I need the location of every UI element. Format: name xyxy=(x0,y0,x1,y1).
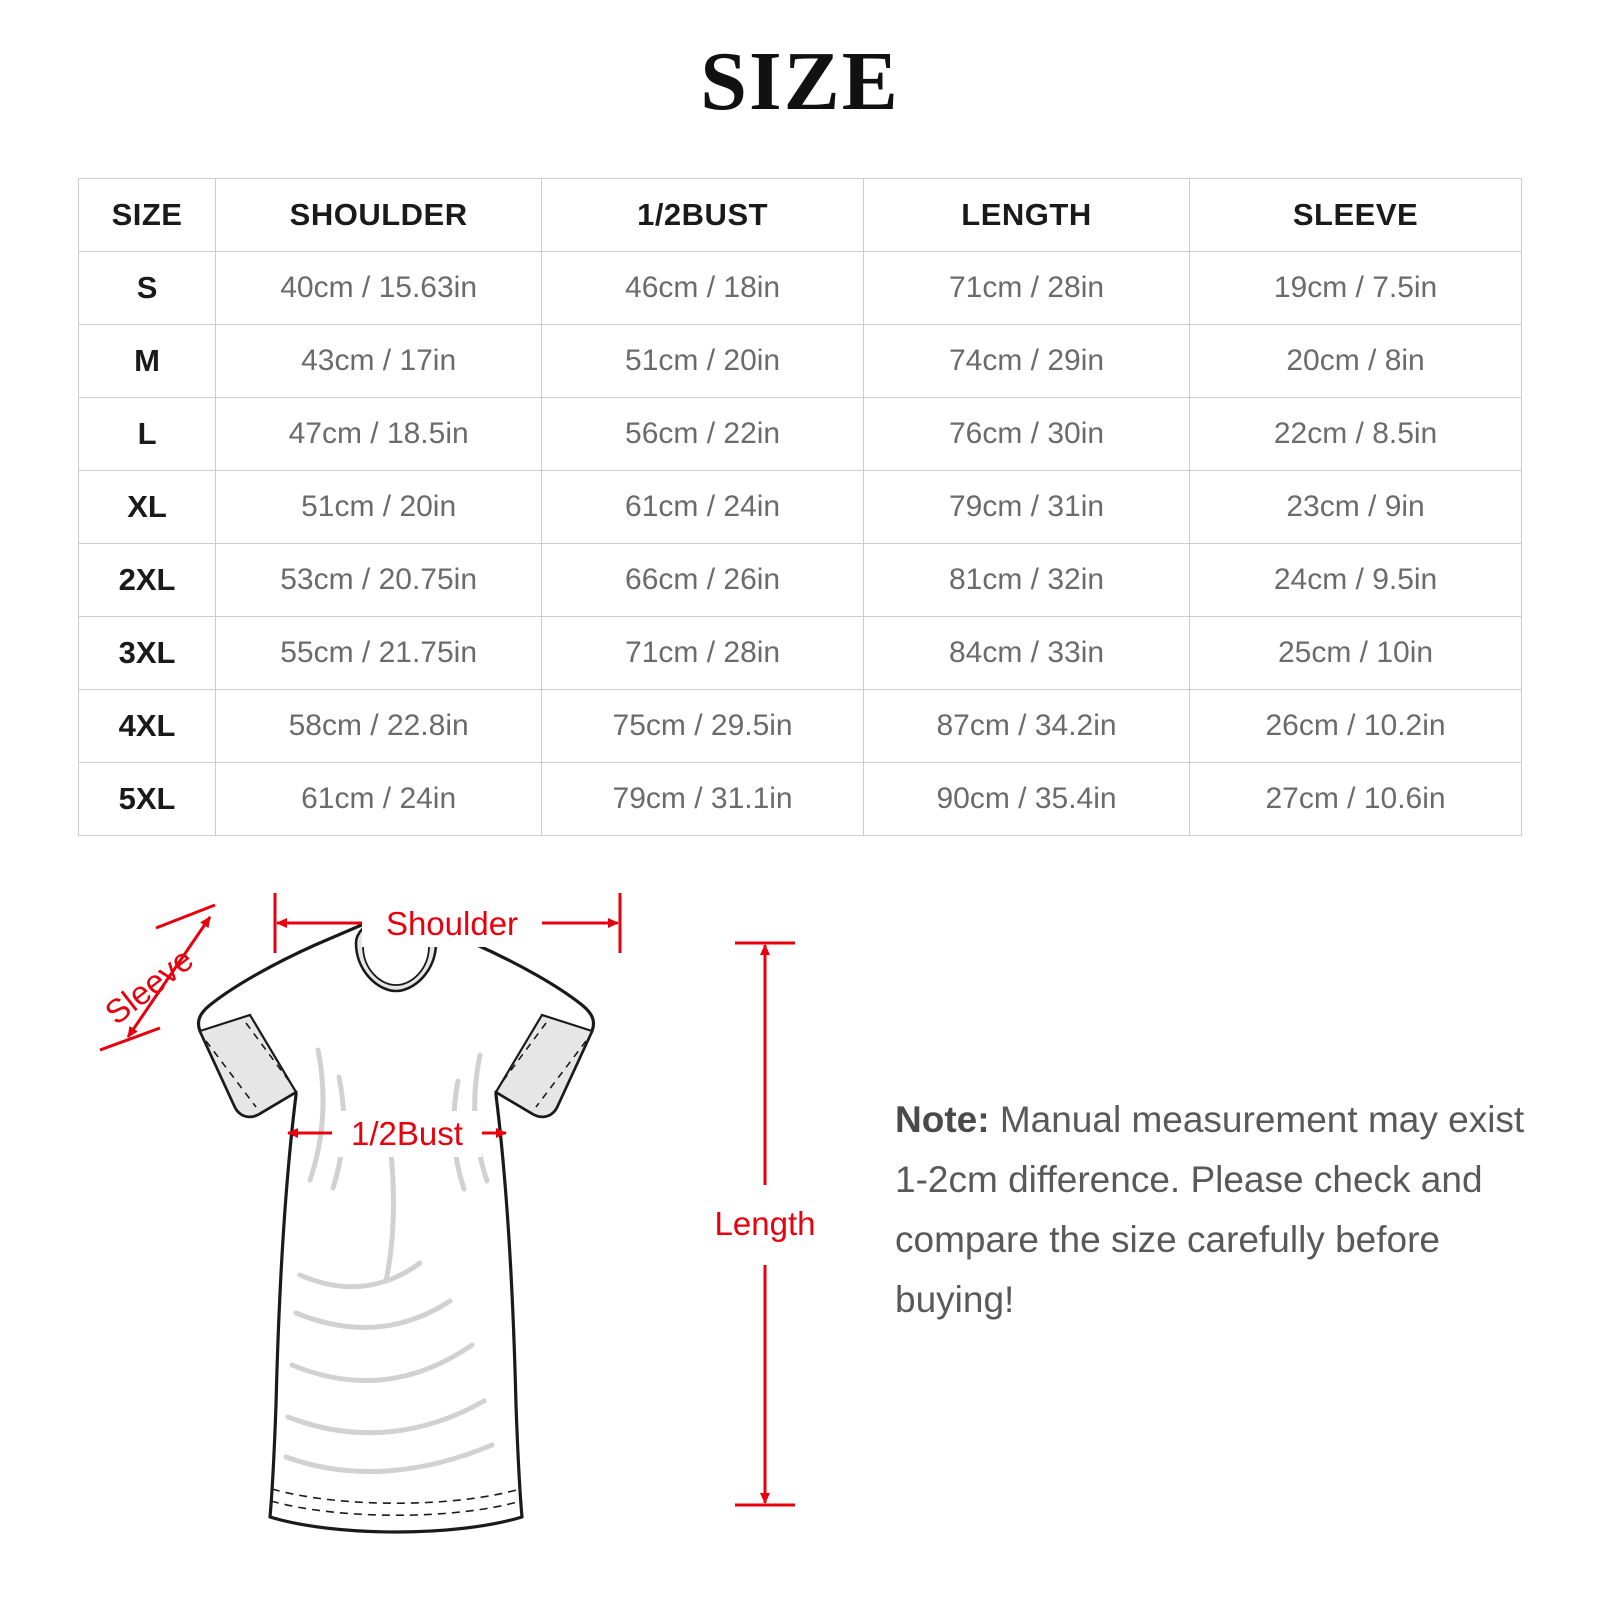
cell-length: 79cm / 31in xyxy=(863,471,1189,544)
cell-size: 4XL xyxy=(79,690,216,763)
table-row xyxy=(79,325,1522,398)
tshirt-illustration xyxy=(198,915,593,1532)
cell-sleeve: 27cm / 10.6in xyxy=(1190,763,1522,836)
length-label: Length xyxy=(714,1205,816,1242)
cell-length: 76cm / 30in xyxy=(863,398,1189,471)
cell-sleeve: 25cm / 10in xyxy=(1190,617,1522,690)
cell-shoulder: 40cm / 15.63in xyxy=(216,252,542,325)
cell-shoulder: 55cm / 21.75in xyxy=(216,617,542,690)
table-row xyxy=(79,690,1522,763)
cell-size: XL xyxy=(79,471,216,544)
table-row xyxy=(79,398,1522,471)
column-header-bust: 1/2BUST xyxy=(542,179,864,252)
cell-bust: 71cm / 28in xyxy=(542,617,864,690)
cell-sleeve: 22cm / 8.5in xyxy=(1190,398,1522,471)
bust-label: 1/2Bust xyxy=(351,1115,463,1152)
cell-bust: 61cm / 24in xyxy=(542,471,864,544)
cell-size: 3XL xyxy=(79,617,216,690)
cell-sleeve: 23cm / 9in xyxy=(1190,471,1522,544)
tshirt-measurement-diagram xyxy=(60,845,860,1565)
table-row xyxy=(79,763,1522,836)
size-table-container xyxy=(78,178,1522,836)
table-row xyxy=(79,252,1522,325)
cell-bust: 51cm / 20in xyxy=(542,325,864,398)
cell-sleeve: 20cm / 8in xyxy=(1190,325,1522,398)
cell-length: 71cm / 28in xyxy=(863,252,1189,325)
table-row xyxy=(79,617,1522,690)
cell-sleeve: 24cm / 9.5in xyxy=(1190,544,1522,617)
cell-size: L xyxy=(79,398,216,471)
cell-sleeve: 26cm / 10.2in xyxy=(1190,690,1522,763)
cell-bust: 79cm / 31.1in xyxy=(542,763,864,836)
cell-length: 81cm / 32in xyxy=(863,544,1189,617)
cell-shoulder: 58cm / 22.8in xyxy=(216,690,542,763)
cell-size: 2XL xyxy=(79,544,216,617)
cell-size: 5XL xyxy=(79,763,216,836)
column-header-shoulder: SHOULDER xyxy=(216,179,542,252)
cell-bust: 75cm / 29.5in xyxy=(542,690,864,763)
size-table xyxy=(78,178,1522,836)
cell-size: S xyxy=(79,252,216,325)
cell-shoulder: 43cm / 17in xyxy=(216,325,542,398)
cell-length: 84cm / 33in xyxy=(863,617,1189,690)
table-row xyxy=(79,471,1522,544)
cell-length: 74cm / 29in xyxy=(863,325,1189,398)
note-label: Note: xyxy=(895,1099,990,1140)
sleeve-label: Sleeve xyxy=(97,940,201,1032)
column-header-size: SIZE xyxy=(79,179,216,252)
cell-shoulder: 53cm / 20.75in xyxy=(216,544,542,617)
note-text: Manual measurement may exist 1-2cm difference. Please check and compare the size carefully before buying! xyxy=(895,1099,1525,1320)
table-header-row xyxy=(79,179,1522,252)
cell-shoulder: 47cm / 18.5in xyxy=(216,398,542,471)
cell-shoulder: 61cm / 24in xyxy=(216,763,542,836)
cell-bust: 46cm / 18in xyxy=(542,252,864,325)
cell-sleeve: 19cm / 7.5in xyxy=(1190,252,1522,325)
shoulder-label: Shoulder xyxy=(385,905,519,942)
table-row xyxy=(79,544,1522,617)
cell-shoulder: 51cm / 20in xyxy=(216,471,542,544)
cell-size: M xyxy=(79,325,216,398)
column-header-sleeve: SLEEVE xyxy=(1190,179,1522,252)
cell-length: 90cm / 35.4in xyxy=(863,763,1189,836)
cell-length: 87cm / 34.2in xyxy=(863,690,1189,763)
cell-bust: 56cm / 22in xyxy=(542,398,864,471)
note-block xyxy=(895,1090,1545,1330)
sleeve-tick-bottom xyxy=(100,1028,160,1050)
column-header-length: LENGTH xyxy=(863,179,1189,252)
page-title: SIZE xyxy=(700,35,900,128)
cell-bust: 66cm / 26in xyxy=(542,544,864,617)
